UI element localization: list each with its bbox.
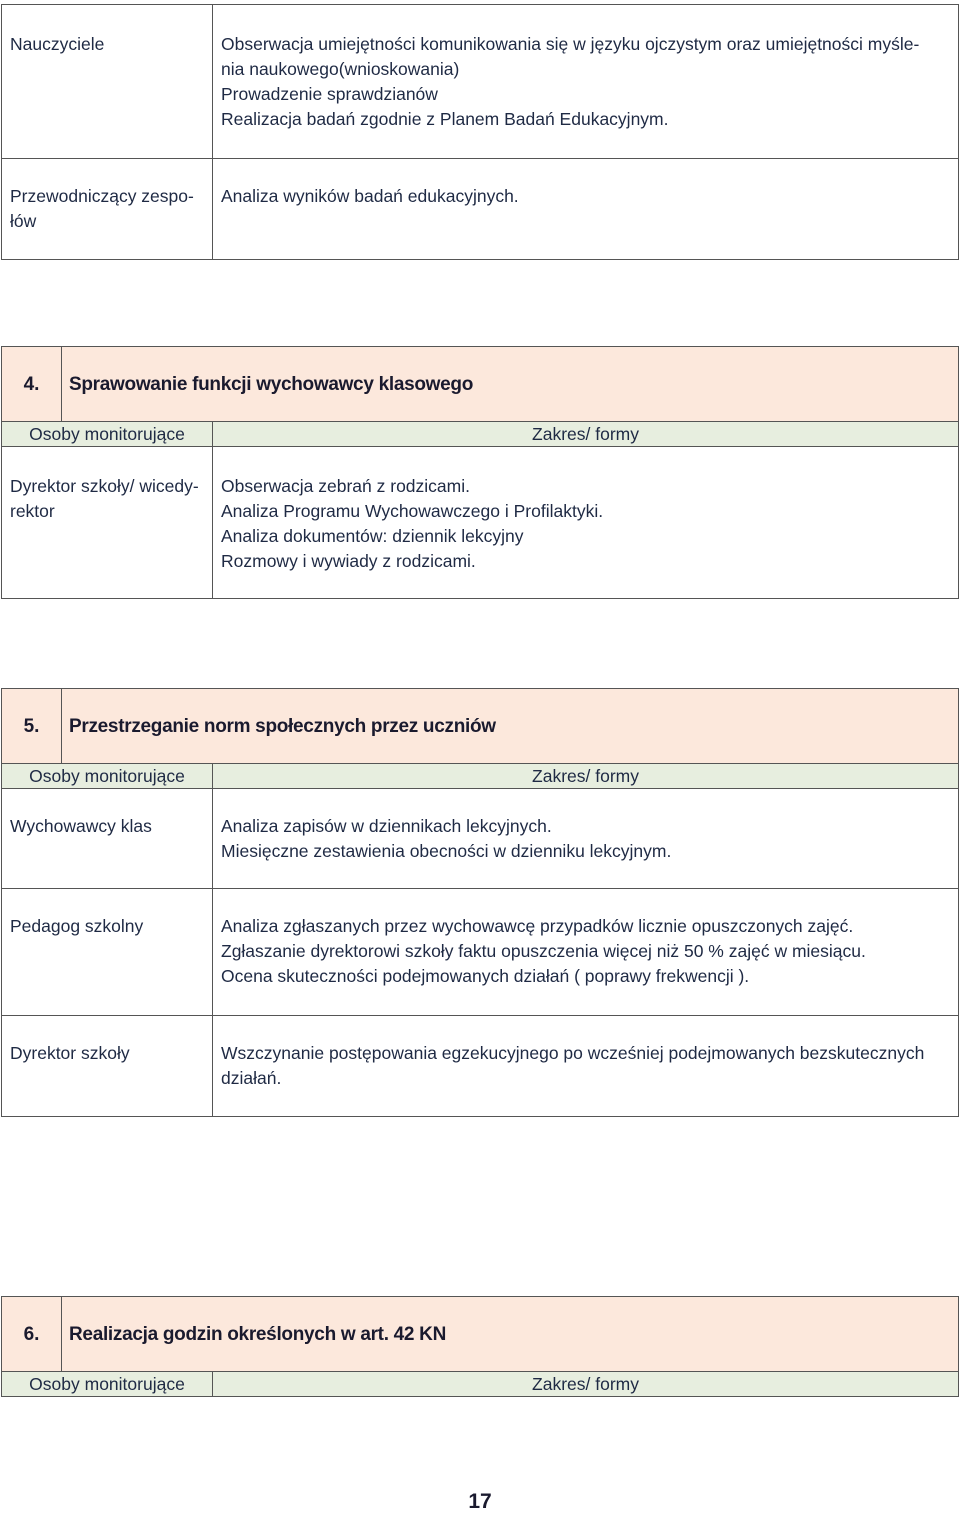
- section-5-table: [1, 688, 959, 1117]
- page-number: 17: [468, 1490, 492, 1513]
- section-header: [2, 1297, 959, 1372]
- section-6-table: [1, 1296, 959, 1397]
- section-number: 4.: [2, 347, 62, 422]
- table-row: [2, 1016, 959, 1117]
- section-title: Realizacja godzin określonych w art. 42 KN: [62, 1297, 959, 1372]
- row-who: Nauczyciele: [2, 5, 213, 159]
- column-header-row: [2, 422, 959, 447]
- table-row: [2, 159, 959, 260]
- table-row: [2, 789, 959, 889]
- row-who: Dyrektor szkoły: [2, 1016, 213, 1117]
- column-header-row: [2, 1372, 959, 1397]
- row-what: Wszczynanie postępowania egzekucyjnego po wcześniej podejmowanych bezskutecznych działań.: [213, 1016, 959, 1117]
- table-row: [2, 447, 959, 599]
- row-who: Dyrektor szkoły/ wicedy- rektor: [2, 447, 213, 599]
- column-header-row: [2, 764, 959, 789]
- section-number: 6.: [2, 1297, 62, 1372]
- table-row: [2, 5, 959, 159]
- column-header-persons: Osoby monitorujące: [2, 422, 213, 447]
- section-4-table: [1, 346, 959, 599]
- row-who: Pedagog szkolny: [2, 889, 213, 1016]
- section-number: 5.: [2, 689, 62, 764]
- row-who: Przewodniczący zespo- łów: [2, 159, 213, 260]
- row-what: Obserwacja zebrań z rodzicami. Analiza Programu Wychowawczego i Profilaktyki. Analiza dokumentów: dziennik lekcyjny Rozmowy i wywiady z rodzicami.: [213, 447, 959, 599]
- column-header-scope: Zakres/ formy: [213, 764, 959, 789]
- row-what: Obserwacja umiejętności komunikowania się w języku ojczystym oraz umiejętności myśle- nia naukowego(wnioskowania) Prowadzenie sprawdzianów Realizacja badań zgodnie z Planem Badań Edukacyjnym.: [213, 5, 959, 159]
- section-title: Sprawowanie funkcji wychowawcy klasowego: [62, 347, 959, 422]
- column-header-scope: Zakres/ formy: [213, 422, 959, 447]
- row-what: Analiza wyników badań edukacyjnych.: [213, 159, 959, 260]
- row-what: Analiza zgłaszanych przez wychowawcę przypadków licznie opuszczonych zajęć. Zgłaszanie dyrektorowi szkoły faktu opuszczenia więcej niż 50 % zajęć w miesiącu. Ocena skuteczności podejmowanych działań ( poprawy frekwencji ).: [213, 889, 959, 1016]
- column-header-persons: Osoby monitorujące: [2, 764, 213, 789]
- column-header-scope: Zakres/ formy: [213, 1372, 959, 1397]
- row-what: Analiza zapisów w dziennikach lekcyjnych. Miesięczne zestawienia obecności w dzienniku lekcyjnym.: [213, 789, 959, 889]
- column-header-persons: Osoby monitorujące: [2, 1372, 213, 1397]
- section-header: [2, 347, 959, 422]
- table-row: [2, 889, 959, 1016]
- row-who: Wychowawcy klas: [2, 789, 213, 889]
- table-monitoring-continued: [1, 4, 959, 260]
- section-header: [2, 689, 959, 764]
- section-title: Przestrzeganie norm społecznych przez uczniów: [62, 689, 959, 764]
